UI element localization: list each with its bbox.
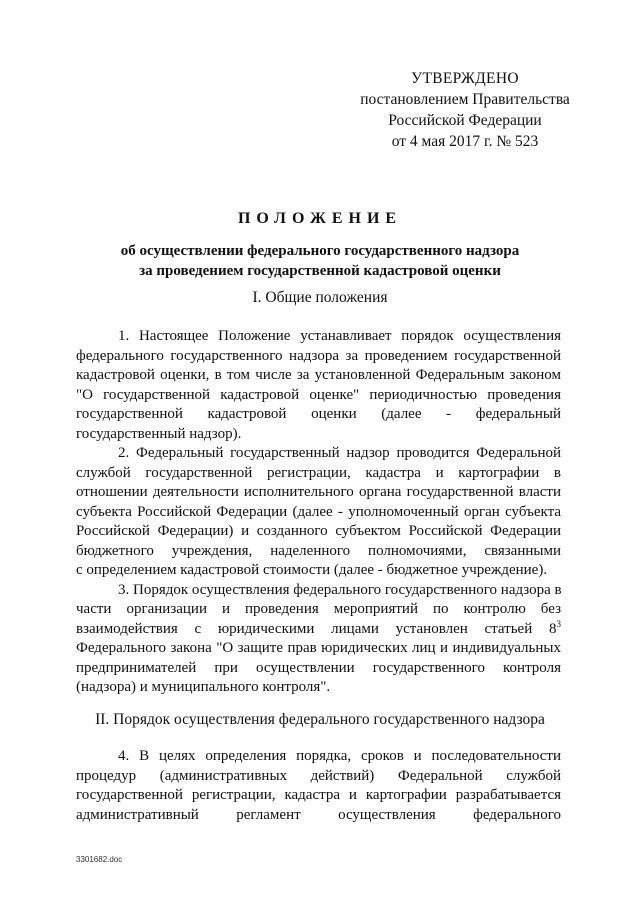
- approval-line: Российской Федерации: [388, 112, 542, 129]
- text-line: административный регламент осуществления федерального: [76, 806, 561, 823]
- document-subtitle-line: об осуществлении федерального государственного надзора: [120, 243, 520, 259]
- section-2-body: [76, 747, 561, 825]
- text-line: (надзора) и муниципального контроля".: [76, 679, 331, 695]
- text-line: кадастровой оценки, в том числе за установленной Федеральным законом: [76, 367, 561, 383]
- section-heading: I. Общие положения: [252, 289, 388, 306]
- text-line: федерального государственного надзора за проведением государственной: [76, 347, 561, 364]
- approval-block: [345, 68, 585, 152]
- text-line-with-sup: [76, 620, 561, 640]
- text-line: предпринимателей при осуществлении государственного контроля: [76, 659, 561, 676]
- text-line: взаимодействия с юридическими лицами установлен статьей 8: [76, 620, 557, 637]
- text-line: части организации и проведения мероприятий по контролю без: [76, 601, 561, 617]
- approval-line: постановлением Правительства: [360, 91, 570, 108]
- section-heading: II. Порядок осуществления федерального государственного надзора: [95, 711, 545, 728]
- article-superscript: 3: [556, 618, 561, 629]
- text-line: 2. Федеральный государственный надзор проводится Федеральной: [118, 445, 561, 461]
- text-line: с определением кадастровой стоимости (далее - бюджетное учреждение).: [76, 562, 548, 578]
- document-subtitle-line: за проведением государственной кадастровой оценки: [139, 263, 501, 279]
- text-line: государственной кадастровой оценки (далее - федеральный: [76, 406, 561, 422]
- text-line: Федерального закона "О защите прав юридических лиц и индивидуальных: [76, 640, 561, 656]
- file-name-footer: 3301682.doc: [76, 855, 123, 864]
- approval-heading: УТВЕРЖДЕНО: [411, 70, 519, 87]
- text-line: государственный надзор).: [76, 425, 242, 442]
- document-title: ПОЛОЖЕНИЕ: [237, 210, 403, 227]
- section-1-body: [76, 327, 561, 698]
- text-line: 3. Порядок осуществления федерального государственного надзора в: [118, 581, 562, 598]
- title-block: [60, 210, 580, 281]
- text-line: бюджетного учреждения, наделенного полномочиями, связанными: [76, 542, 561, 559]
- text-line: государственной регистрации, кадастра и картографии разрабатывается: [76, 787, 561, 803]
- text-line: процедур (административных действий) Федеральной службой: [76, 767, 561, 784]
- text-line: службой государственной регистрации, кадастра и картографии в: [76, 464, 561, 481]
- text-line: 4. В целях определения порядка, сроков и последовательности: [118, 748, 561, 764]
- approval-date: от 4 мая 2017 г. № 523: [391, 133, 539, 150]
- text-line: Российской Федерации) и созданного субъектом Российской Федерации: [76, 523, 561, 539]
- text-line: отношении деятельности исполнительного органа государственной власти: [76, 484, 561, 500]
- text-line: субъекта Российской Федерации (далее - уполномоченный орган субъекта: [76, 503, 561, 520]
- text-line: "О государственной кадастровой оценке" периодичностью проведения: [76, 386, 561, 403]
- text-line: 1. Настоящее Положение устанавливает порядок осуществления: [118, 328, 561, 344]
